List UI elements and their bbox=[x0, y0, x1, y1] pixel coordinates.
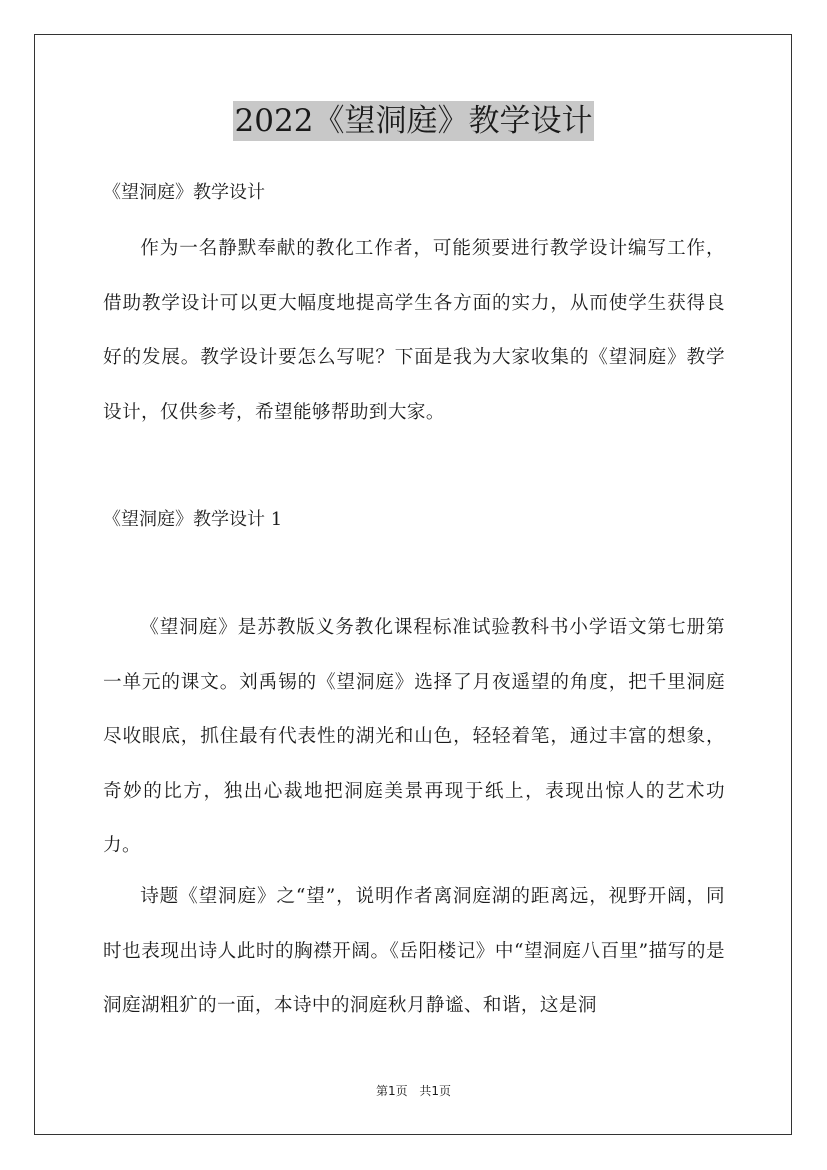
section-heading: 《望洞庭》教学设计 1 bbox=[103, 509, 283, 530]
page-number-current: 第1页 bbox=[375, 1084, 408, 1098]
body-paragraph: 诗题《望洞庭》之“望”，说明作者离洞庭湖的距离远，视野开阔，同时也表现出诗人此时的胸襟开阔。《岳阳楼记》中“望洞庭八百里”描写的是洞庭湖粗犷的一面，本诗中的洞庭秋月静谧、和谐，这是洞 bbox=[103, 886, 725, 1016]
document-title-text: 2022《望洞庭》教学设计 bbox=[234, 103, 593, 139]
page-number-total: 共1页 bbox=[419, 1084, 452, 1098]
document-title bbox=[0, 101, 827, 141]
intro-paragraph: 作为一名静默奉献的教化工作者，可能须要进行教学设计编写工作，借助教学设计可以更大幅度地提高学生各方面的实力，从而使学生获得良好的发展。教学设计要怎么写呢？下面是我为大家收集的《望洞庭》教学设计，仅供参考，希望能够帮助到大家。 bbox=[103, 238, 725, 423]
page-footer bbox=[0, 1083, 827, 1099]
body-paragraph: 《望洞庭》是苏教版义务教化课程标准试验教科书小学语文第七册第一单元的课文。刘禹锡的《望洞庭》选择了月夜遥望的角度，把千里洞庭尽收眼底，抓住最有代表性的湖光和山色，轻轻着笔，通过丰富的想象，奇妙的比方，独出心裁地把洞庭美景再现于纸上，表现出惊人的艺术功力。 bbox=[103, 617, 725, 856]
document-subtitle: 《望洞庭》教学设计 bbox=[103, 182, 265, 203]
